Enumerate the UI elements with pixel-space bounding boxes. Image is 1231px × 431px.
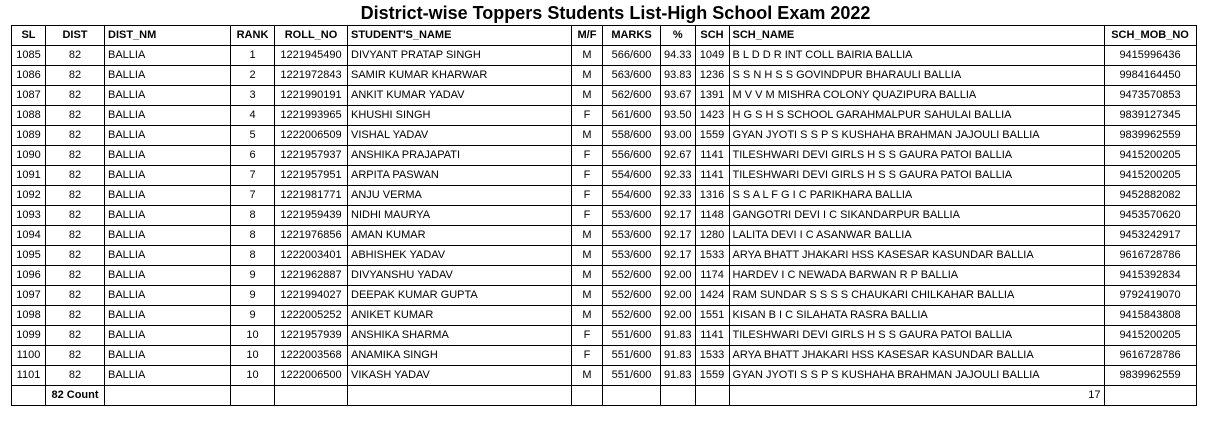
cell-sch-name: B L D D R INT COLL BAIRIA BALLIA [729, 46, 1104, 66]
cell-percent: 91.83 [661, 346, 696, 366]
cell-roll-no: 1221959439 [275, 206, 348, 226]
table-row [12, 346, 1197, 366]
cell-gender: M [572, 286, 603, 306]
cell-dist: 82 [46, 46, 105, 66]
header-gender: M/F [572, 26, 603, 46]
cell-rank: 4 [231, 106, 275, 126]
cell-percent: 93.50 [661, 106, 696, 126]
cell-sch-name: GYAN JYOTI S S P S KUSHAHA BRAHMAN JAJOULI BALLIA [729, 126, 1104, 146]
cell-roll-no: 1221957939 [275, 326, 348, 346]
cell-gender: F [572, 186, 603, 206]
cell-sch-mob-no: 9415200205 [1104, 166, 1196, 186]
cell-student-name: AMAN KUMAR [348, 226, 572, 246]
table-row [12, 366, 1197, 386]
cell-dist-nm: BALLIA [105, 266, 231, 286]
cell-sch-name: S S N H S S GOVINDPUR BHARAULI BALLIA [729, 66, 1104, 86]
cell-roll-no: 1222006509 [275, 126, 348, 146]
cell-sch-name: TILESHWARI DEVI GIRLS H S S GAURA PATOI BALLIA [729, 146, 1104, 166]
header-sch-mob-no: SCH_MOB_NO [1104, 26, 1196, 46]
cell-gender: M [572, 246, 603, 266]
cell-percent: 92.00 [661, 306, 696, 326]
cell-gender: F [572, 166, 603, 186]
cell-dist: 82 [46, 266, 105, 286]
header-row [12, 26, 1197, 46]
cell-sch: 1141 [695, 166, 729, 186]
cell-dist-nm: BALLIA [105, 86, 231, 106]
cell-dist: 82 [46, 206, 105, 226]
footer-cell [603, 386, 661, 406]
cell-gender: M [572, 306, 603, 326]
cell-sch-mob-no: 9616728786 [1104, 346, 1196, 366]
cell-marks: 566/600 [603, 46, 661, 66]
cell-marks: 553/600 [603, 226, 661, 246]
cell-sch-name: ARYA BHATT JHAKARI HSS KASESAR KASUNDAR BALLIA [729, 346, 1104, 366]
cell-dist: 82 [46, 166, 105, 186]
cell-percent: 92.17 [661, 246, 696, 266]
cell-rank: 1 [231, 46, 275, 66]
cell-percent: 92.00 [661, 286, 696, 306]
cell-dist-nm: BALLIA [105, 46, 231, 66]
cell-dist-nm: BALLIA [105, 206, 231, 226]
cell-sch-mob-no: 9792419070 [1104, 286, 1196, 306]
cell-sch-mob-no: 9839962559 [1104, 126, 1196, 146]
cell-sch: 1280 [695, 226, 729, 246]
cell-percent: 91.83 [661, 366, 696, 386]
cell-sch: 1148 [695, 206, 729, 226]
cell-sch-name: RAM SUNDAR S S S S CHAUKARI CHILKAHAR BALLIA [729, 286, 1104, 306]
cell-sl: 1101 [12, 366, 46, 386]
cell-dist-nm: BALLIA [105, 326, 231, 346]
footer-cell [231, 386, 275, 406]
table-row [12, 66, 1197, 86]
header-student-name: STUDENT'S_NAME [348, 26, 572, 46]
cell-student-name: ARPITA PASWAN [348, 166, 572, 186]
cell-roll-no: 1222006500 [275, 366, 348, 386]
cell-roll-no: 1221976856 [275, 226, 348, 246]
cell-roll-no: 1222003401 [275, 246, 348, 266]
cell-sl: 1098 [12, 306, 46, 326]
cell-gender: F [572, 346, 603, 366]
cell-marks: 551/600 [603, 326, 661, 346]
cell-rank: 9 [231, 266, 275, 286]
cell-dist-nm: BALLIA [105, 126, 231, 146]
cell-gender: M [572, 226, 603, 246]
cell-dist: 82 [46, 186, 105, 206]
cell-marks: 561/600 [603, 106, 661, 126]
table-row [12, 246, 1197, 266]
cell-sl: 1089 [12, 126, 46, 146]
cell-sch: 1391 [695, 86, 729, 106]
footer-cell [661, 386, 696, 406]
cell-dist: 82 [46, 246, 105, 266]
cell-sch-mob-no: 9839127345 [1104, 106, 1196, 126]
cell-marks: 556/600 [603, 146, 661, 166]
cell-roll-no: 1221972843 [275, 66, 348, 86]
header-sl: SL [12, 26, 46, 46]
cell-sl: 1092 [12, 186, 46, 206]
cell-sl: 1090 [12, 146, 46, 166]
cell-dist-nm: BALLIA [105, 66, 231, 86]
cell-roll-no: 1221957937 [275, 146, 348, 166]
table-row [12, 106, 1197, 126]
header-sch: SCH [695, 26, 729, 46]
cell-rank: 8 [231, 226, 275, 246]
cell-roll-no: 1221945490 [275, 46, 348, 66]
cell-sch-mob-no: 9839962559 [1104, 366, 1196, 386]
cell-sch-mob-no: 9616728786 [1104, 246, 1196, 266]
cell-percent: 92.33 [661, 166, 696, 186]
cell-sl: 1097 [12, 286, 46, 306]
cell-dist-nm: BALLIA [105, 286, 231, 306]
cell-dist-nm: BALLIA [105, 146, 231, 166]
cell-sch-name: TILESHWARI DEVI GIRLS H S S GAURA PATOI BALLIA [729, 326, 1104, 346]
cell-gender: F [572, 106, 603, 126]
cell-dist-nm: BALLIA [105, 346, 231, 366]
header-rank: RANK [231, 26, 275, 46]
cell-sch-name: ARYA BHATT JHAKARI HSS KASESAR KASUNDAR BALLIA [729, 246, 1104, 266]
cell-roll-no: 1221994027 [275, 286, 348, 306]
cell-dist-nm: BALLIA [105, 186, 231, 206]
table-row [12, 166, 1197, 186]
cell-rank: 2 [231, 66, 275, 86]
table-row [12, 266, 1197, 286]
cell-sl: 1100 [12, 346, 46, 366]
cell-percent: 92.17 [661, 226, 696, 246]
cell-sl: 1095 [12, 246, 46, 266]
cell-percent: 93.67 [661, 86, 696, 106]
cell-dist-nm: BALLIA [105, 106, 231, 126]
table-row [12, 126, 1197, 146]
cell-sch-name: GANGOTRI DEVI I C SIKANDARPUR BALLIA [729, 206, 1104, 226]
cell-gender: M [572, 66, 603, 86]
cell-student-name: ANKIT KUMAR YADAV [348, 86, 572, 106]
cell-sch: 1559 [695, 126, 729, 146]
footer-cell [105, 386, 231, 406]
cell-dist: 82 [46, 66, 105, 86]
footer-row [12, 386, 1197, 406]
cell-percent: 93.83 [661, 66, 696, 86]
cell-sl: 1086 [12, 66, 46, 86]
cell-sch-mob-no: 9415392834 [1104, 266, 1196, 286]
cell-dist: 82 [46, 226, 105, 246]
cell-roll-no: 1221981771 [275, 186, 348, 206]
cell-roll-no: 1221990191 [275, 86, 348, 106]
cell-rank: 10 [231, 366, 275, 386]
cell-rank: 5 [231, 126, 275, 146]
table-row [12, 226, 1197, 246]
table-row [12, 186, 1197, 206]
cell-sch-name: LALITA DEVI I C ASANWAR BALLIA [729, 226, 1104, 246]
cell-sch-name: HARDEV I C NEWADA BARWAN R P BALLIA [729, 266, 1104, 286]
footer-cell-sl [12, 386, 46, 406]
cell-sch: 1423 [695, 106, 729, 126]
footer-cell [348, 386, 572, 406]
cell-student-name: DEEPAK KUMAR GUPTA [348, 286, 572, 306]
cell-dist-nm: BALLIA [105, 246, 231, 266]
cell-percent: 91.83 [661, 326, 696, 346]
cell-sch-mob-no: 9415200205 [1104, 146, 1196, 166]
cell-sch-name: TILESHWARI DEVI GIRLS H S S GAURA PATOI BALLIA [729, 166, 1104, 186]
header-sch-name: SCH_NAME [729, 26, 1104, 46]
cell-marks: 552/600 [603, 306, 661, 326]
cell-dist: 82 [46, 286, 105, 306]
cell-sch-name: GYAN JYOTI S S P S KUSHAHA BRAHMAN JAJOULI BALLIA [729, 366, 1104, 386]
toppers-table [11, 25, 1197, 406]
cell-sch: 1316 [695, 186, 729, 206]
cell-marks: 554/600 [603, 166, 661, 186]
cell-rank: 10 [231, 326, 275, 346]
cell-sch: 1559 [695, 366, 729, 386]
header-percent: % [661, 26, 696, 46]
cell-gender: F [572, 206, 603, 226]
cell-dist-nm: BALLIA [105, 226, 231, 246]
cell-sl: 1085 [12, 46, 46, 66]
cell-marks: 553/600 [603, 246, 661, 266]
table-row [12, 146, 1197, 166]
cell-roll-no: 1221993965 [275, 106, 348, 126]
cell-student-name: VISHAL YADAV [348, 126, 572, 146]
cell-dist: 82 [46, 146, 105, 166]
cell-sch-name: S S A L F G I C PARIKHARA BALLIA [729, 186, 1104, 206]
header-marks: MARKS [603, 26, 661, 46]
footer-cell [275, 386, 348, 406]
footer-count-label: 82 Count [46, 386, 105, 406]
cell-dist: 82 [46, 126, 105, 146]
cell-dist-nm: BALLIA [105, 366, 231, 386]
cell-sl: 1096 [12, 266, 46, 286]
cell-marks: 562/600 [603, 86, 661, 106]
footer-cell [572, 386, 603, 406]
cell-student-name: DIVYANT PRATAP SINGH [348, 46, 572, 66]
page-title: District-wise Toppers Students List-High School Exam 2022 [360, 3, 871, 23]
cell-percent: 92.67 [661, 146, 696, 166]
table-row [12, 86, 1197, 106]
cell-roll-no: 1222003568 [275, 346, 348, 366]
cell-sch-name: H G S H S SCHOOL GARAHMALPUR SAHULAI BALLIA [729, 106, 1104, 126]
cell-student-name: ANSHIKA SHARMA [348, 326, 572, 346]
cell-marks: 551/600 [603, 346, 661, 366]
cell-marks: 563/600 [603, 66, 661, 86]
cell-marks: 554/600 [603, 186, 661, 206]
cell-sch-mob-no: 9453242917 [1104, 226, 1196, 246]
cell-percent: 92.00 [661, 266, 696, 286]
cell-student-name: ANSHIKA PRAJAPATI [348, 146, 572, 166]
cell-student-name: SAMIR KUMAR KHARWAR [348, 66, 572, 86]
cell-sch-mob-no: 9415843808 [1104, 306, 1196, 326]
cell-sch: 1141 [695, 326, 729, 346]
cell-rank: 8 [231, 206, 275, 226]
cell-gender: F [572, 146, 603, 166]
cell-percent: 94.33 [661, 46, 696, 66]
cell-sch: 1424 [695, 286, 729, 306]
cell-sch: 1141 [695, 146, 729, 166]
cell-dist-nm: BALLIA [105, 306, 231, 326]
header-roll-no: ROLL_NO [275, 26, 348, 46]
table-row [12, 286, 1197, 306]
cell-rank: 9 [231, 306, 275, 326]
cell-student-name: KHUSHI SINGH [348, 106, 572, 126]
table-row [12, 306, 1197, 326]
cell-student-name: ANIKET KUMAR [348, 306, 572, 326]
cell-sch-mob-no: 9473570853 [1104, 86, 1196, 106]
cell-student-name: NIDHI MAURYA [348, 206, 572, 226]
cell-rank: 8 [231, 246, 275, 266]
cell-sch: 1049 [695, 46, 729, 66]
footer-cell [1104, 386, 1196, 406]
cell-sch-mob-no: 9453570620 [1104, 206, 1196, 226]
cell-roll-no: 1221962887 [275, 266, 348, 286]
cell-dist: 82 [46, 86, 105, 106]
cell-rank: 9 [231, 286, 275, 306]
cell-sch-name: KISAN B I C SILAHATA RASRA BALLIA [729, 306, 1104, 326]
cell-dist: 82 [46, 346, 105, 366]
cell-rank: 7 [231, 166, 275, 186]
cell-sch-mob-no: 9984164450 [1104, 66, 1196, 86]
cell-percent: 92.33 [661, 186, 696, 206]
cell-dist: 82 [46, 106, 105, 126]
table-row [12, 206, 1197, 226]
cell-gender: M [572, 266, 603, 286]
cell-student-name: ANJU VERMA [348, 186, 572, 206]
cell-dist-nm: BALLIA [105, 166, 231, 186]
cell-gender: M [572, 46, 603, 66]
cell-sl: 1088 [12, 106, 46, 126]
cell-roll-no: 1222005252 [275, 306, 348, 326]
footer-cell [695, 386, 729, 406]
cell-sl: 1087 [12, 86, 46, 106]
cell-gender: F [572, 326, 603, 346]
cell-sch: 1174 [695, 266, 729, 286]
cell-dist: 82 [46, 366, 105, 386]
header-dist: DIST [46, 26, 105, 46]
cell-student-name: DIVYANSHU YADAV [348, 266, 572, 286]
cell-sch: 1533 [695, 346, 729, 366]
header-dist-nm: DIST_NM [105, 26, 231, 46]
cell-rank: 6 [231, 146, 275, 166]
cell-marks: 551/600 [603, 366, 661, 386]
table-row [12, 46, 1197, 66]
cell-sl: 1091 [12, 166, 46, 186]
cell-sl: 1094 [12, 226, 46, 246]
cell-marks: 552/600 [603, 266, 661, 286]
cell-sch: 1533 [695, 246, 729, 266]
cell-percent: 92.17 [661, 206, 696, 226]
cell-dist: 82 [46, 306, 105, 326]
cell-rank: 3 [231, 86, 275, 106]
cell-gender: M [572, 366, 603, 386]
cell-student-name: ABHISHEK YADAV [348, 246, 572, 266]
cell-sch: 1236 [695, 66, 729, 86]
footer-total: 17 [729, 386, 1104, 406]
cell-gender: M [572, 86, 603, 106]
cell-gender: M [572, 126, 603, 146]
cell-student-name: VIKASH YADAV [348, 366, 572, 386]
cell-roll-no: 1221957951 [275, 166, 348, 186]
cell-rank: 10 [231, 346, 275, 366]
cell-marks: 553/600 [603, 206, 661, 226]
cell-sl: 1093 [12, 206, 46, 226]
table-row [12, 326, 1197, 346]
cell-sch-name: M V V M MISHRA COLONY QUAZIPURA BALLIA [729, 86, 1104, 106]
cell-percent: 93.00 [661, 126, 696, 146]
cell-sch: 1551 [695, 306, 729, 326]
cell-student-name: ANAMIKA SINGH [348, 346, 572, 366]
cell-sch-mob-no: 9452882082 [1104, 186, 1196, 206]
cell-sl: 1099 [12, 326, 46, 346]
cell-marks: 558/600 [603, 126, 661, 146]
cell-sch-mob-no: 9415200205 [1104, 326, 1196, 346]
cell-marks: 552/600 [603, 286, 661, 306]
cell-dist: 82 [46, 326, 105, 346]
cell-rank: 7 [231, 186, 275, 206]
cell-sch-mob-no: 9415996436 [1104, 46, 1196, 66]
